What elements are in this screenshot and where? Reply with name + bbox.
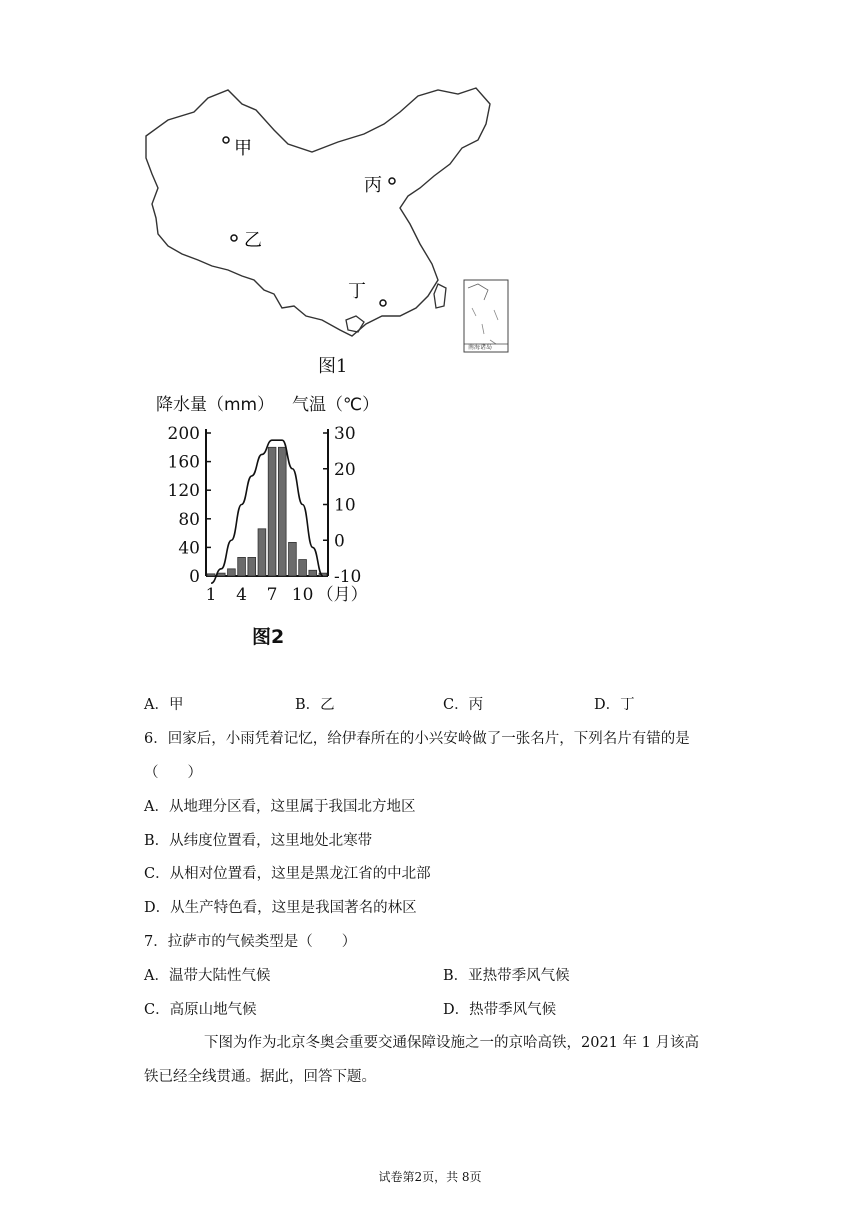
left-axis-label: 降水量（mm） xyxy=(156,395,275,415)
q6-option-a: A．从地理分区看，这里属于我国北方地区 xyxy=(144,799,416,815)
right-tick-label: 10 xyxy=(334,495,356,516)
right-tick-label: 30 xyxy=(334,424,356,444)
right-axis-label: 气温（℃） xyxy=(292,395,380,415)
q5-option-c: C．丙 xyxy=(443,697,484,713)
place-jia-label: 甲 xyxy=(234,138,252,159)
left-tick-label: 160 xyxy=(167,452,200,473)
left-tick-label: 80 xyxy=(178,509,200,530)
place-bing-dot xyxy=(389,178,395,184)
figure1-caption: 图1 xyxy=(318,356,348,377)
q7-option-c: C．高原山地气候 xyxy=(144,1002,257,1018)
passage-line-1: 下图为作为北京冬奥会重要交通保障设施之一的京哈高铁，2021 年 1 月该高 xyxy=(204,1035,699,1051)
precipitation-bar xyxy=(228,569,236,576)
precipitation-bar xyxy=(268,447,276,576)
q6-option-b: B．从纬度位置看，这里地处北寒带 xyxy=(144,833,373,849)
taiwan-island xyxy=(434,284,446,308)
left-tick-label: 200 xyxy=(167,424,200,444)
x-tick-label: 4 xyxy=(236,585,247,605)
hainan-island xyxy=(346,316,364,332)
left-tick-label: 40 xyxy=(178,538,200,559)
place-ding-dot xyxy=(380,300,386,306)
q6-option-c: C．从相对位置看，这里是黑龙江省的中北部 xyxy=(144,866,431,882)
x-tick-label: 7 xyxy=(266,585,278,605)
q6-option-d: D．从生产特色看，这里是我国著名的林区 xyxy=(144,900,417,916)
climate-chart xyxy=(150,390,400,620)
precipitation-bar xyxy=(258,529,266,576)
place-yi-label: 乙 xyxy=(244,230,262,251)
q7-option-b: B．亚热带季风气候 xyxy=(443,968,570,984)
x-tick-label: 10 xyxy=(291,585,314,605)
precipitation-bar xyxy=(299,560,307,576)
left-tick-label: 120 xyxy=(167,481,200,502)
q7-option-d: D．热带季风气候 xyxy=(443,1002,557,1018)
passage-line-2: 铁已经全线贯通。据此，回答下题。 xyxy=(144,1069,376,1085)
x-axis-unit-label: （月） xyxy=(316,585,368,605)
place-yi-dot xyxy=(231,235,237,241)
right-tick-label: 20 xyxy=(334,459,356,480)
china-outline-map xyxy=(138,84,518,364)
precipitation-bar xyxy=(238,557,246,576)
q5-option-a: A．甲 xyxy=(144,697,184,713)
left-tick-label: 0 xyxy=(189,567,200,587)
right-tick-label: -10 xyxy=(334,567,362,587)
x-tick-label: 1 xyxy=(205,585,217,605)
china-border xyxy=(146,88,490,336)
precipitation-bar xyxy=(278,447,286,576)
figure2-caption: 图2 xyxy=(252,626,285,648)
right-tick-label: 0 xyxy=(334,531,345,552)
q7-stem: 7．拉萨市的气候类型是（ ） xyxy=(144,934,357,950)
q6-blank: （ ） xyxy=(144,765,202,781)
place-bing-label: 丙 xyxy=(364,175,382,196)
page-footer: 试卷第2页，共 8页 xyxy=(378,1170,482,1184)
inset-label: 南海诸岛 xyxy=(468,344,493,351)
precipitation-bar xyxy=(217,573,225,576)
precipitation-bar xyxy=(207,574,215,576)
place-ding-label: 丁 xyxy=(348,281,366,302)
south-china-sea-inset xyxy=(464,280,508,352)
q6-stem: 6．回家后，小雨凭着记忆，给伊春所在的小兴安岭做了一张名片，下列名片有错的是 xyxy=(144,731,690,747)
precipitation-bar xyxy=(309,570,317,576)
precipitation-bar xyxy=(248,557,256,576)
q7-option-a: A．温带大陆性气候 xyxy=(144,968,271,984)
q5-option-d: D．丁 xyxy=(594,697,635,713)
precipitation-bar xyxy=(289,542,297,576)
place-jia-dot xyxy=(223,137,229,143)
q5-option-b: B．乙 xyxy=(295,697,335,713)
